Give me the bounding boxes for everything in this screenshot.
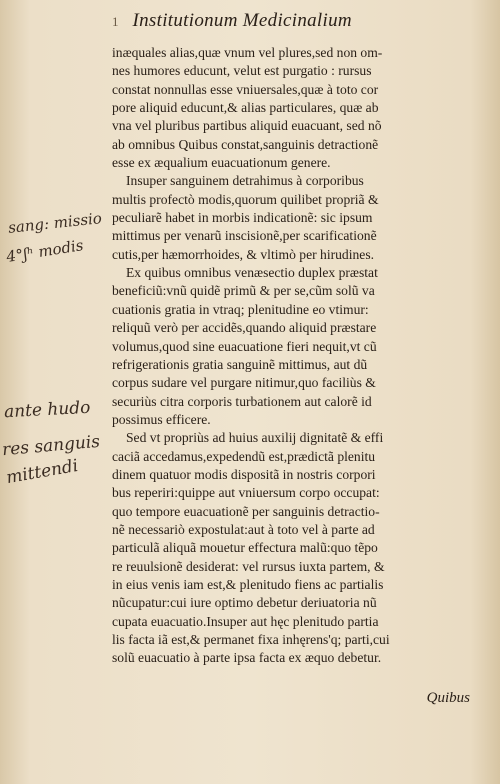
text-line: ab omnibus Quibus constat,sanguinis detractionẽ bbox=[112, 136, 379, 152]
text-line: nũcupatur:cui iure optimo debetur deriuatoria nũ bbox=[112, 595, 377, 611]
handwritten-marginalia bbox=[0, 0, 112, 784]
text-line: constat nonnullas esse vniuersales,quæ à toto cor bbox=[112, 81, 379, 97]
text-line: Ex quibus omnibus venæsectio duplex præstat bbox=[126, 265, 378, 281]
text-line: securiùs citra corporis turbationem aut calorẽ id bbox=[112, 393, 372, 409]
text-line: bus reperiri:quippe aut vniuersum corpo occupat: bbox=[112, 485, 380, 501]
page-number: 1 bbox=[112, 14, 119, 29]
text-line: vna vel pluribus partibus aliquid euacuant, sed nõ bbox=[112, 118, 382, 134]
text-line: multis profectò modis,quorum quilibet propriã & bbox=[112, 191, 379, 207]
text-line: corpus sudare vel purgare nitimur,quo faciliùs & bbox=[112, 375, 376, 391]
text-line: peculiarẽ habet in morbis indicationẽ: sic ipsum bbox=[112, 210, 373, 226]
margin-note-5: mittendi bbox=[4, 455, 80, 489]
text-line: cutis,per hæmorrhoides, & vltimò per hirudines. bbox=[112, 246, 375, 262]
text-line: dinem quatuor modis dispositã in nostris corpori bbox=[112, 466, 376, 482]
margin-note-1: sang: missio bbox=[7, 209, 103, 237]
text-line: quo tempore euacuationẽ per sanguinis detractio- bbox=[112, 503, 380, 519]
text-line: volumus,quod sine euacuatione fieri nequit,vt cũ bbox=[112, 338, 377, 354]
text-line: nes humores educunt, velut est purgatio : rursus bbox=[112, 63, 372, 79]
running-title: Institutionum Medicinalium bbox=[132, 10, 352, 31]
text-line: inæquales alias,quæ vnum vel plures,sed non om- bbox=[112, 45, 383, 60]
body-text bbox=[112, 44, 476, 668]
text-line: in eius venis iam est,& plenitudo fiens ac partialis bbox=[112, 576, 384, 592]
text-line: pore aliquid educunt,& alias particulares, quæ ab bbox=[112, 100, 379, 116]
text-line: nẽ necessariò expostulat:aut à toto vel à parte ad bbox=[112, 521, 375, 537]
text-line: caciã accedamus,expedendũ est,prædictã plenitu bbox=[112, 448, 376, 464]
text-line: Sed vt propriùs ad huius auxilij dignitatẽ & effi bbox=[126, 430, 384, 446]
text-line: refrigerationis gratia sanguinẽ mittimus, aut dũ bbox=[112, 356, 368, 372]
text-line: solũ euacuatio à parte ipsa facta ex æquo debetur. bbox=[112, 650, 382, 666]
text-line: particulã aliquã mouetur effectura malũ:quo tẽpo bbox=[112, 540, 378, 556]
catchword: Quibus bbox=[426, 690, 470, 706]
text-line: re reuulsionẽ desiderat: vel rursus iuxta partem, & bbox=[112, 558, 385, 574]
text-line: beneficiũ:vnũ quidẽ primũ & per se,cũm solũ va bbox=[112, 283, 375, 299]
text-line: cuationis gratia in vtraq; plenitudine eo vtimur: bbox=[112, 301, 369, 317]
text-line: lis facta iã est,& permanet fixa inhęrens'q; parti,cui bbox=[112, 632, 390, 647]
text-line: cupata euacuatio.Insuper aut hęc plenitudo partia bbox=[112, 613, 379, 629]
margin-note-3: ante hudo bbox=[3, 397, 91, 423]
text-line: mittimus per venarũ inscisionẽ,per scarificationẽ bbox=[112, 228, 377, 244]
text-line: esse ex æqualium euacuationum genere. bbox=[112, 155, 331, 171]
text-line: reliquũ verò per accidẽs,quando aliquid præstare bbox=[112, 320, 377, 336]
margin-note-2: 4°ʃʰ modis bbox=[5, 236, 85, 266]
text-line: Insuper sanguinem detrahimus à corporibus bbox=[126, 173, 364, 189]
page-header bbox=[112, 10, 476, 32]
text-line: possimus efficere. bbox=[112, 411, 211, 427]
margin-note-4: res sanguis bbox=[1, 431, 101, 461]
